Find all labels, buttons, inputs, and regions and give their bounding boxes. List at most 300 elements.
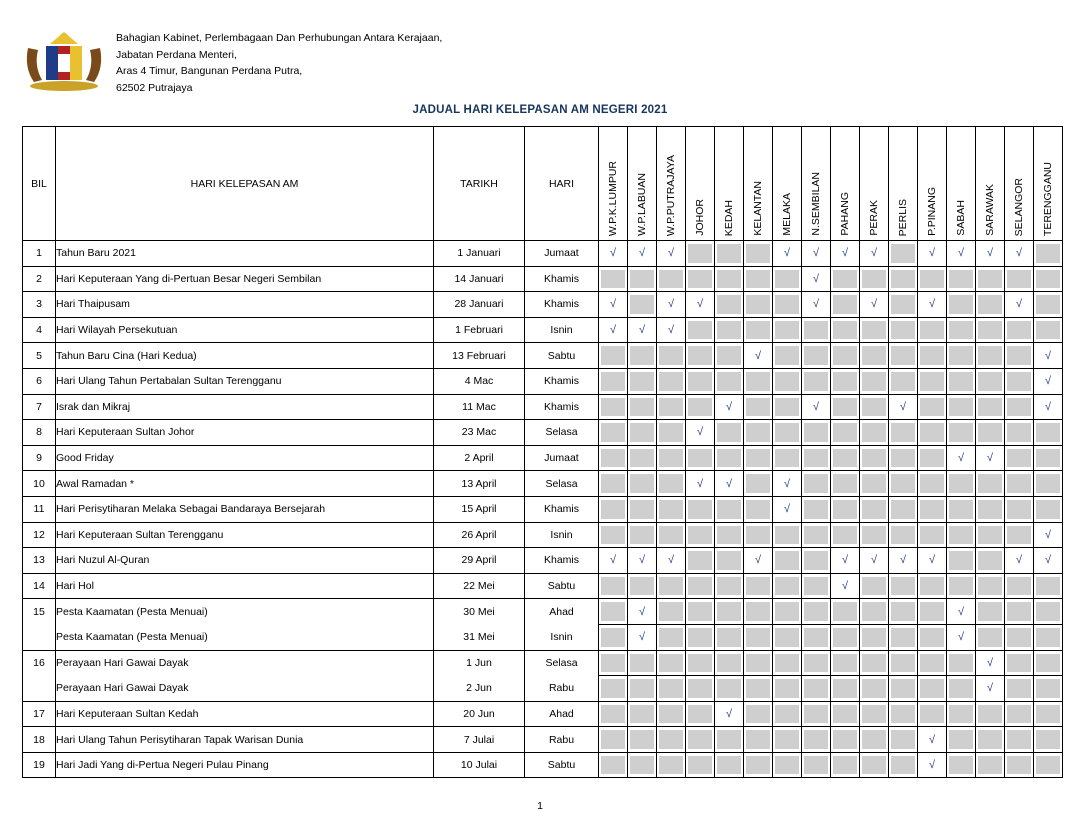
row-number: 1: [23, 241, 56, 267]
table-row: [23, 624, 1063, 650]
row-number: 12: [23, 522, 56, 548]
holiday-day: Khamis: [525, 368, 599, 394]
check-mark-icon: √: [812, 298, 820, 311]
state-non-holiday-cell: [744, 445, 773, 471]
state-holiday-cell: [860, 292, 889, 318]
state-holiday-cell: [773, 471, 802, 497]
state-non-holiday-cell: [715, 241, 744, 267]
state-non-holiday-cell: [628, 394, 657, 420]
state-non-holiday-cell: [773, 599, 802, 625]
state-non-holiday-cell: [889, 471, 918, 497]
state-holiday-cell: [657, 548, 686, 574]
state-header-label: PERLIS: [897, 198, 909, 236]
state-non-holiday-cell: [657, 471, 686, 497]
state-holiday-cell: [1034, 343, 1063, 369]
date-header: TARIKH: [434, 127, 525, 241]
state-header-label: TERENGGANU: [1042, 161, 1054, 236]
state-non-holiday-cell: [628, 573, 657, 599]
state-non-holiday-cell: [802, 548, 831, 574]
table-row: [23, 522, 1063, 548]
table-row: [23, 292, 1063, 318]
check-mark-icon: √: [870, 247, 878, 260]
check-mark-icon: √: [667, 554, 675, 567]
holiday-date: 2 April: [434, 445, 525, 471]
holiday-date: 14 Januari: [434, 266, 525, 292]
state-non-holiday-cell: [628, 752, 657, 778]
holiday-day: Khamis: [525, 292, 599, 318]
check-mark-icon: √: [638, 247, 646, 260]
state-non-holiday-cell: [860, 624, 889, 650]
holiday-name: Hari Hol: [56, 573, 434, 599]
holiday-name: Hari Ulang Tahun Pertabalan Sultan Terengganu: [56, 368, 434, 394]
state-header: [1005, 127, 1034, 241]
holiday-date: 20 Jun: [434, 701, 525, 727]
holiday-date: 1 Februari: [434, 317, 525, 343]
holiday-date: 29 April: [434, 548, 525, 574]
state-holiday-cell: [686, 292, 715, 318]
state-non-holiday-cell: [889, 599, 918, 625]
check-mark-icon: √: [696, 477, 704, 490]
state-non-holiday-cell: [715, 727, 744, 753]
state-non-holiday-cell: [686, 496, 715, 522]
state-non-holiday-cell: [1005, 266, 1034, 292]
state-header-label: SELANGOR: [1013, 177, 1025, 236]
state-non-holiday-cell: [657, 343, 686, 369]
check-mark-icon: √: [986, 682, 994, 695]
holiday-date: 1 Januari: [434, 241, 525, 267]
state-holiday-cell: [744, 343, 773, 369]
state-header: [860, 127, 889, 241]
check-mark-icon: √: [841, 580, 849, 593]
state-non-holiday-cell: [860, 368, 889, 394]
state-non-holiday-cell: [686, 624, 715, 650]
check-mark-icon: √: [957, 631, 965, 644]
state-non-holiday-cell: [1005, 471, 1034, 497]
check-mark-icon: √: [783, 247, 791, 260]
state-header-label: SARAWAK: [984, 184, 996, 236]
state-header-label: N.SEMBILAN: [810, 172, 822, 236]
address-line: Aras 4 Timur, Bangunan Perdana Putra,: [116, 65, 303, 77]
check-mark-icon: √: [957, 452, 965, 465]
state-non-holiday-cell: [860, 599, 889, 625]
state-non-holiday-cell: [628, 727, 657, 753]
state-non-holiday-cell: [1034, 471, 1063, 497]
state-non-holiday-cell: [744, 292, 773, 318]
state-non-holiday-cell: [831, 727, 860, 753]
state-non-holiday-cell: [947, 420, 976, 446]
state-non-holiday-cell: [976, 420, 1005, 446]
table-row: [23, 676, 1063, 702]
state-header-label: MELAKA: [781, 193, 793, 236]
state-holiday-cell: [889, 548, 918, 574]
state-non-holiday-cell: [976, 599, 1005, 625]
state-non-holiday-cell: [947, 752, 976, 778]
check-mark-icon: √: [1015, 554, 1023, 567]
state-non-holiday-cell: [860, 420, 889, 446]
state-non-holiday-cell: [860, 650, 889, 676]
state-holiday-cell: [860, 548, 889, 574]
state-holiday-cell: [599, 292, 628, 318]
state-header: [889, 127, 918, 241]
state-non-holiday-cell: [947, 548, 976, 574]
state-non-holiday-cell: [715, 343, 744, 369]
state-non-holiday-cell: [860, 701, 889, 727]
state-non-holiday-cell: [976, 471, 1005, 497]
holiday-day: Khamis: [525, 548, 599, 574]
row-number: 14: [23, 573, 56, 599]
state-non-holiday-cell: [773, 368, 802, 394]
state-non-holiday-cell: [1034, 624, 1063, 650]
state-non-holiday-cell: [947, 266, 976, 292]
check-mark-icon: √: [1015, 298, 1023, 311]
row-number: 19: [23, 752, 56, 778]
check-mark-icon: √: [957, 605, 965, 618]
state-non-holiday-cell: [686, 548, 715, 574]
state-non-holiday-cell: [744, 701, 773, 727]
check-mark-icon: √: [609, 554, 617, 567]
holiday-date: 30 Mei: [434, 599, 525, 625]
holiday-name: Perayaan Hari Gawai Dayak: [56, 676, 434, 702]
state-holiday-cell: [947, 241, 976, 267]
state-holiday-cell: [802, 394, 831, 420]
state-non-holiday-cell: [889, 573, 918, 599]
holiday-day: Jumaat: [525, 445, 599, 471]
state-header: [831, 127, 860, 241]
state-non-holiday-cell: [657, 676, 686, 702]
state-non-holiday-cell: [802, 573, 831, 599]
check-mark-icon: √: [638, 631, 646, 644]
state-non-holiday-cell: [918, 599, 947, 625]
check-mark-icon: √: [870, 554, 878, 567]
holiday-day: Khamis: [525, 266, 599, 292]
state-header-label: W.P.K.LUMPUR: [607, 160, 619, 236]
state-non-holiday-cell: [1034, 420, 1063, 446]
state-non-holiday-cell: [744, 317, 773, 343]
state-holiday-cell: [628, 624, 657, 650]
state-non-holiday-cell: [686, 445, 715, 471]
state-non-holiday-cell: [802, 445, 831, 471]
state-non-holiday-cell: [831, 266, 860, 292]
state-non-holiday-cell: [599, 394, 628, 420]
table-row: [23, 266, 1063, 292]
state-holiday-cell: [831, 548, 860, 574]
check-mark-icon: √: [696, 298, 704, 311]
holiday-day: Selasa: [525, 650, 599, 676]
address-line: 62502 Putrajaya: [116, 81, 193, 94]
state-non-holiday-cell: [1005, 343, 1034, 369]
state-non-holiday-cell: [1005, 701, 1034, 727]
state-non-holiday-cell: [1005, 752, 1034, 778]
state-non-holiday-cell: [1034, 650, 1063, 676]
table-row: [23, 317, 1063, 343]
table-row: [23, 650, 1063, 676]
state-non-holiday-cell: [773, 522, 802, 548]
holiday-day: Isnin: [525, 624, 599, 650]
state-non-holiday-cell: [628, 445, 657, 471]
table-row: [23, 394, 1063, 420]
state-holiday-cell: [628, 241, 657, 267]
state-non-holiday-cell: [802, 343, 831, 369]
state-non-holiday-cell: [657, 650, 686, 676]
state-non-holiday-cell: [976, 343, 1005, 369]
state-non-holiday-cell: [831, 317, 860, 343]
state-non-holiday-cell: [715, 599, 744, 625]
state-header: [744, 127, 773, 241]
check-mark-icon: √: [928, 733, 936, 746]
holiday-day: Ahad: [525, 599, 599, 625]
state-non-holiday-cell: [628, 496, 657, 522]
state-non-holiday-cell: [831, 394, 860, 420]
state-non-holiday-cell: [918, 573, 947, 599]
holiday-day: Khamis: [525, 394, 599, 420]
check-mark-icon: √: [754, 554, 762, 567]
state-header-label: P.PINANG: [926, 187, 938, 236]
state-non-holiday-cell: [744, 522, 773, 548]
state-non-holiday-cell: [918, 420, 947, 446]
state-holiday-cell: [657, 317, 686, 343]
state-non-holiday-cell: [918, 368, 947, 394]
state-header: [918, 127, 947, 241]
state-non-holiday-cell: [686, 676, 715, 702]
state-non-holiday-cell: [918, 624, 947, 650]
state-non-holiday-cell: [686, 241, 715, 267]
address-line: Bahagian Kabinet, Perlembagaan Dan Perhubungan Antara Kerajaan,: [116, 32, 443, 44]
check-mark-icon: √: [609, 298, 617, 311]
table-row: [23, 445, 1063, 471]
state-non-holiday-cell: [715, 368, 744, 394]
state-non-holiday-cell: [947, 317, 976, 343]
state-header-label: PERAK: [868, 200, 880, 236]
state-non-holiday-cell: [744, 368, 773, 394]
holiday-date: 10 Julai: [434, 752, 525, 778]
state-non-holiday-cell: [1005, 445, 1034, 471]
state-non-holiday-cell: [744, 599, 773, 625]
state-non-holiday-cell: [1005, 522, 1034, 548]
state-header: [715, 127, 744, 241]
state-header-label: PAHANG: [839, 192, 851, 236]
day-header: HARI: [525, 127, 599, 241]
state-non-holiday-cell: [976, 317, 1005, 343]
state-holiday-cell: [802, 292, 831, 318]
state-holiday-cell: [1005, 241, 1034, 267]
state-non-holiday-cell: [657, 522, 686, 548]
state-non-holiday-cell: [686, 343, 715, 369]
state-non-holiday-cell: [947, 701, 976, 727]
check-mark-icon: √: [1044, 349, 1052, 362]
state-header-label: W.P.LABUAN: [636, 173, 648, 236]
table-row: [23, 752, 1063, 778]
state-non-holiday-cell: [976, 266, 1005, 292]
state-non-holiday-cell: [715, 522, 744, 548]
check-mark-icon: √: [725, 400, 733, 413]
state-non-holiday-cell: [715, 650, 744, 676]
state-non-holiday-cell: [686, 701, 715, 727]
state-holiday-cell: [918, 548, 947, 574]
state-header: [657, 127, 686, 241]
holiday-name: Pesta Kaamatan (Pesta Menuai): [56, 624, 434, 650]
state-non-holiday-cell: [773, 317, 802, 343]
state-non-holiday-cell: [976, 548, 1005, 574]
state-non-holiday-cell: [1005, 317, 1034, 343]
state-non-holiday-cell: [831, 599, 860, 625]
state-non-holiday-cell: [918, 471, 947, 497]
state-non-holiday-cell: [1005, 496, 1034, 522]
state-non-holiday-cell: [889, 624, 918, 650]
state-non-holiday-cell: [947, 496, 976, 522]
state-non-holiday-cell: [773, 292, 802, 318]
state-non-holiday-cell: [773, 343, 802, 369]
state-holiday-cell: [1005, 548, 1034, 574]
state-non-holiday-cell: [947, 676, 976, 702]
state-non-holiday-cell: [599, 727, 628, 753]
check-mark-icon: √: [928, 298, 936, 311]
state-non-holiday-cell: [773, 624, 802, 650]
state-non-holiday-cell: [860, 343, 889, 369]
check-mark-icon: √: [667, 247, 675, 260]
state-header: [628, 127, 657, 241]
state-non-holiday-cell: [773, 394, 802, 420]
state-non-holiday-cell: [773, 701, 802, 727]
state-non-holiday-cell: [628, 701, 657, 727]
state-holiday-cell: [599, 241, 628, 267]
state-non-holiday-cell: [947, 573, 976, 599]
state-non-holiday-cell: [889, 292, 918, 318]
state-non-holiday-cell: [889, 343, 918, 369]
state-non-holiday-cell: [802, 701, 831, 727]
state-non-holiday-cell: [918, 701, 947, 727]
state-non-holiday-cell: [686, 727, 715, 753]
state-non-holiday-cell: [773, 727, 802, 753]
state-non-holiday-cell: [889, 650, 918, 676]
table-row: [23, 241, 1063, 267]
state-non-holiday-cell: [715, 496, 744, 522]
holiday-day: Ahad: [525, 701, 599, 727]
state-holiday-cell: [918, 241, 947, 267]
state-holiday-cell: [976, 650, 1005, 676]
state-non-holiday-cell: [599, 522, 628, 548]
state-non-holiday-cell: [657, 573, 686, 599]
state-non-holiday-cell: [918, 394, 947, 420]
state-non-holiday-cell: [918, 496, 947, 522]
state-non-holiday-cell: [918, 445, 947, 471]
state-non-holiday-cell: [831, 368, 860, 394]
row-number: 6: [23, 368, 56, 394]
state-non-holiday-cell: [657, 624, 686, 650]
state-non-holiday-cell: [628, 522, 657, 548]
state-non-holiday-cell: [628, 420, 657, 446]
state-non-holiday-cell: [744, 394, 773, 420]
state-non-holiday-cell: [657, 394, 686, 420]
state-non-holiday-cell: [657, 496, 686, 522]
holiday-name: Hari Perisytiharan Melaka Sebagai Bandaraya Bersejarah: [56, 496, 434, 522]
state-non-holiday-cell: [599, 599, 628, 625]
check-mark-icon: √: [812, 247, 820, 260]
state-non-holiday-cell: [976, 573, 1005, 599]
holiday-date: 4 Mac: [434, 368, 525, 394]
holiday-table: [22, 126, 1063, 778]
state-non-holiday-cell: [599, 445, 628, 471]
state-holiday-cell: [628, 599, 657, 625]
holiday-name: Hari Keputeraan Sultan Kedah: [56, 701, 434, 727]
state-non-holiday-cell: [1005, 727, 1034, 753]
holiday-day: Khamis: [525, 496, 599, 522]
holiday-day: Sabtu: [525, 752, 599, 778]
state-non-holiday-cell: [599, 343, 628, 369]
state-header-label: KEDAH: [723, 199, 735, 236]
state-holiday-cell: [976, 676, 1005, 702]
check-mark-icon: √: [928, 247, 936, 260]
state-non-holiday-cell: [889, 701, 918, 727]
state-header: [976, 127, 1005, 241]
check-mark-icon: √: [986, 452, 994, 465]
state-non-holiday-cell: [889, 445, 918, 471]
table-row: [23, 548, 1063, 574]
row-number: 7: [23, 394, 56, 420]
state-non-holiday-cell: [686, 317, 715, 343]
state-holiday-cell: [889, 394, 918, 420]
state-non-holiday-cell: [860, 394, 889, 420]
state-header: [947, 127, 976, 241]
holiday-name: Hari Jadi Yang di-Pertua Negeri Pulau Pinang: [56, 752, 434, 778]
state-non-holiday-cell: [744, 266, 773, 292]
state-non-holiday-cell: [599, 471, 628, 497]
state-non-holiday-cell: [860, 496, 889, 522]
state-holiday-cell: [686, 420, 715, 446]
state-non-holiday-cell: [976, 624, 1005, 650]
holiday-name: Hari Nuzul Al-Quran: [56, 548, 434, 574]
state-non-holiday-cell: [773, 266, 802, 292]
state-holiday-cell: [918, 727, 947, 753]
state-non-holiday-cell: [1034, 292, 1063, 318]
address-line: Jabatan Perdana Menteri,: [116, 48, 237, 61]
state-non-holiday-cell: [1005, 599, 1034, 625]
state-non-holiday-cell: [1034, 727, 1063, 753]
state-non-holiday-cell: [831, 650, 860, 676]
state-non-holiday-cell: [831, 752, 860, 778]
state-non-holiday-cell: [1005, 624, 1034, 650]
state-non-holiday-cell: [628, 343, 657, 369]
state-non-holiday-cell: [831, 420, 860, 446]
state-non-holiday-cell: [889, 676, 918, 702]
state-non-holiday-cell: [947, 650, 976, 676]
state-non-holiday-cell: [773, 420, 802, 446]
row-number: 9: [23, 445, 56, 471]
row-number: 2: [23, 266, 56, 292]
state-holiday-cell: [1034, 548, 1063, 574]
state-non-holiday-cell: [889, 266, 918, 292]
row-number: 15: [23, 599, 56, 625]
table-row: [23, 496, 1063, 522]
holiday-name: Hari Keputeraan Sultan Terengganu: [56, 522, 434, 548]
state-non-holiday-cell: [831, 701, 860, 727]
state-holiday-cell: [976, 241, 1005, 267]
check-mark-icon: √: [957, 247, 965, 260]
holiday-day: Sabtu: [525, 343, 599, 369]
state-non-holiday-cell: [715, 573, 744, 599]
state-non-holiday-cell: [1034, 752, 1063, 778]
state-non-holiday-cell: [686, 599, 715, 625]
holiday-name: Hari Thaipusam: [56, 292, 434, 318]
state-non-holiday-cell: [715, 420, 744, 446]
holiday-name: Pesta Kaamatan (Pesta Menuai): [56, 599, 434, 625]
table-row: [23, 368, 1063, 394]
state-non-holiday-cell: [744, 573, 773, 599]
state-non-holiday-cell: [802, 599, 831, 625]
holiday-day: Rabu: [525, 727, 599, 753]
table-row: [23, 420, 1063, 446]
check-mark-icon: √: [1044, 375, 1052, 388]
state-holiday-cell: [831, 573, 860, 599]
